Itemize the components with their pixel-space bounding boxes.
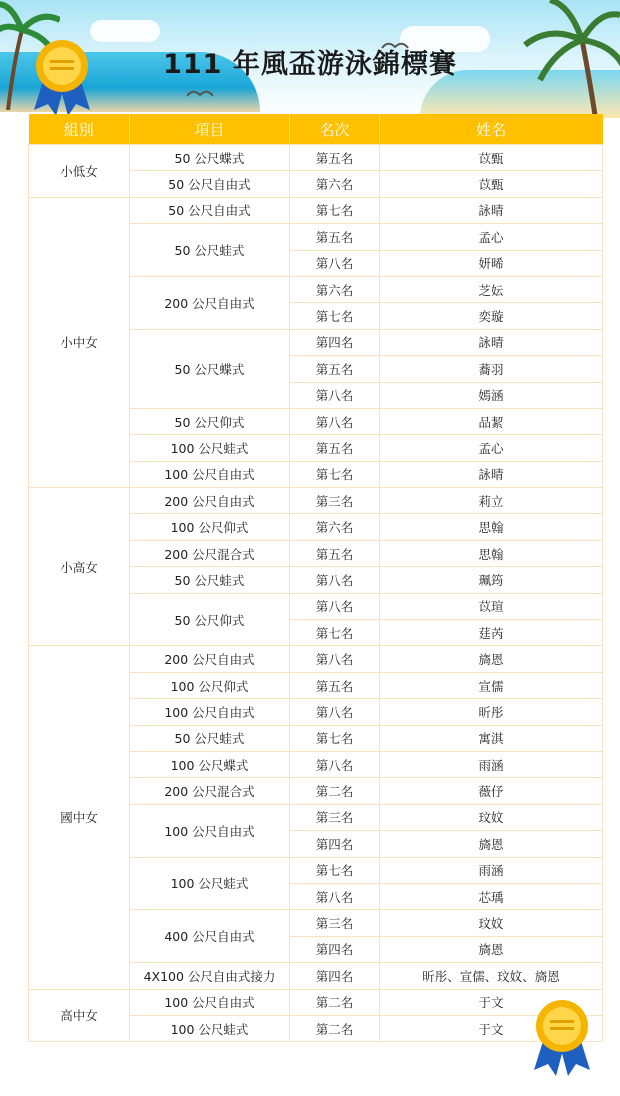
table-row <box>29 488 603 514</box>
results-table <box>28 114 603 1042</box>
name-cell: 詠晴 <box>380 197 603 223</box>
rank-cell: 第七名 <box>290 725 380 751</box>
event-cell: 100 公尺自由式 <box>130 989 290 1015</box>
name-cell: 芝妘 <box>380 276 603 302</box>
name-cell: 珮筠 <box>380 567 603 593</box>
group-cell: 國中女 <box>29 646 130 989</box>
rank-cell: 第八名 <box>290 567 380 593</box>
table-body <box>29 145 603 1042</box>
rank-cell: 第八名 <box>290 699 380 725</box>
name-cell: 奕璇 <box>380 303 603 329</box>
rank-cell: 第八名 <box>290 883 380 909</box>
table-header-row <box>29 114 603 145</box>
name-cell: 昕彤 <box>380 699 603 725</box>
event-cell: 200 公尺混合式 <box>130 540 290 566</box>
event-cell: 100 公尺自由式 <box>130 804 290 857</box>
name-cell: 芯瑀 <box>380 883 603 909</box>
rank-cell: 第七名 <box>290 303 380 329</box>
event-cell: 100 公尺仰式 <box>130 672 290 698</box>
name-cell: 妍晞 <box>380 250 603 276</box>
group-cell: 高中女 <box>29 989 130 1042</box>
name-cell: 苡瑄 <box>380 593 603 619</box>
name-cell: 玟妏 <box>380 910 603 936</box>
name-cell: 品絜 <box>380 408 603 434</box>
rank-cell: 第六名 <box>290 171 380 197</box>
rank-cell: 第五名 <box>290 672 380 698</box>
event-cell: 100 公尺自由式 <box>130 699 290 725</box>
page-title: 111 年風盃游泳錦標賽 <box>163 49 457 80</box>
name-cell: 孟心 <box>380 224 603 250</box>
column-header-event: 項目 <box>130 114 290 145</box>
event-cell: 100 公尺蝶式 <box>130 751 290 777</box>
name-cell: 雨涵 <box>380 857 603 883</box>
rank-cell: 第七名 <box>290 461 380 487</box>
name-cell: 昕彤、宣儒、玟妏、旖恩 <box>380 963 603 989</box>
medal-icon <box>530 998 594 1080</box>
name-cell: 于文 <box>380 1015 603 1041</box>
name-cell: 旖恩 <box>380 646 603 672</box>
name-cell: 詠晴 <box>380 329 603 355</box>
event-cell: 100 公尺蛙式 <box>130 1015 290 1041</box>
table-row <box>29 646 603 672</box>
event-cell: 50 公尺蝶式 <box>130 145 290 171</box>
rank-cell: 第四名 <box>290 936 380 962</box>
header-banner <box>0 0 620 118</box>
name-cell: 旖恩 <box>380 936 603 962</box>
rank-cell: 第五名 <box>290 224 380 250</box>
event-cell: 200 公尺混合式 <box>130 778 290 804</box>
rank-cell: 第四名 <box>290 831 380 857</box>
name-cell: 苡甄 <box>380 171 603 197</box>
table-row <box>29 197 603 223</box>
rank-cell: 第五名 <box>290 356 380 382</box>
rank-cell: 第三名 <box>290 488 380 514</box>
event-cell: 50 公尺蝶式 <box>130 329 290 408</box>
group-cell: 小高女 <box>29 488 130 646</box>
rank-cell: 第二名 <box>290 989 380 1015</box>
name-cell: 旖恩 <box>380 831 603 857</box>
name-cell: 蕎羽 <box>380 356 603 382</box>
rank-cell: 第八名 <box>290 646 380 672</box>
event-cell: 400 公尺自由式 <box>130 910 290 963</box>
table-row <box>29 145 603 171</box>
cloud <box>90 20 160 42</box>
name-cell: 雨涵 <box>380 751 603 777</box>
event-cell: 50 公尺自由式 <box>130 171 290 197</box>
rank-cell: 第七名 <box>290 857 380 883</box>
rank-cell: 第三名 <box>290 910 380 936</box>
event-cell: 50 公尺蛙式 <box>130 224 290 277</box>
rank-cell: 第七名 <box>290 620 380 646</box>
name-cell: 思翰 <box>380 514 603 540</box>
name-cell: 薇伃 <box>380 778 603 804</box>
event-cell: 50 公尺蛙式 <box>130 725 290 751</box>
rank-cell: 第四名 <box>290 329 380 355</box>
rank-cell: 第二名 <box>290 1015 380 1041</box>
column-header-group: 組別 <box>29 114 130 145</box>
event-cell: 100 公尺自由式 <box>130 461 290 487</box>
event-cell: 200 公尺自由式 <box>130 276 290 329</box>
rank-cell: 第五名 <box>290 540 380 566</box>
name-cell: 寓淇 <box>380 725 603 751</box>
name-cell: 莛芮 <box>380 620 603 646</box>
event-cell: 100 公尺蛙式 <box>130 857 290 910</box>
event-cell: 50 公尺自由式 <box>130 197 290 223</box>
rank-cell: 第五名 <box>290 145 380 171</box>
rank-cell: 第二名 <box>290 778 380 804</box>
event-cell: 4X100 公尺自由式接力 <box>130 963 290 989</box>
rank-cell: 第六名 <box>290 514 380 540</box>
group-cell: 小低女 <box>29 145 130 198</box>
rank-cell: 第三名 <box>290 804 380 830</box>
name-cell: 孟心 <box>380 435 603 461</box>
name-cell: 宣儒 <box>380 672 603 698</box>
name-cell: 莉立 <box>380 488 603 514</box>
name-cell: 苡甄 <box>380 145 603 171</box>
name-cell: 于文 <box>380 989 603 1015</box>
event-cell: 200 公尺自由式 <box>130 488 290 514</box>
seagull-icon <box>185 88 215 100</box>
name-cell: 玟妏 <box>380 804 603 830</box>
name-cell: 思翰 <box>380 540 603 566</box>
name-cell: 詠晴 <box>380 461 603 487</box>
event-cell: 100 公尺蛙式 <box>130 435 290 461</box>
event-cell: 50 公尺蛙式 <box>130 567 290 593</box>
event-cell: 100 公尺仰式 <box>130 514 290 540</box>
rank-cell: 第八名 <box>290 593 380 619</box>
rank-cell: 第六名 <box>290 276 380 302</box>
rank-cell: 第四名 <box>290 963 380 989</box>
rank-cell: 第五名 <box>290 435 380 461</box>
rank-cell: 第八名 <box>290 408 380 434</box>
group-cell: 小中女 <box>29 197 130 487</box>
rank-cell: 第八名 <box>290 382 380 408</box>
results-table-container <box>28 114 602 1042</box>
column-header-rank: 名次 <box>290 114 380 145</box>
table-row <box>29 989 603 1015</box>
rank-cell: 第七名 <box>290 197 380 223</box>
rank-cell: 第八名 <box>290 250 380 276</box>
event-cell: 200 公尺自由式 <box>130 646 290 672</box>
name-cell: 嫣涵 <box>380 382 603 408</box>
event-cell: 50 公尺仰式 <box>130 593 290 646</box>
event-cell: 50 公尺仰式 <box>130 408 290 434</box>
column-header-name: 姓名 <box>380 114 603 145</box>
rank-cell: 第八名 <box>290 751 380 777</box>
